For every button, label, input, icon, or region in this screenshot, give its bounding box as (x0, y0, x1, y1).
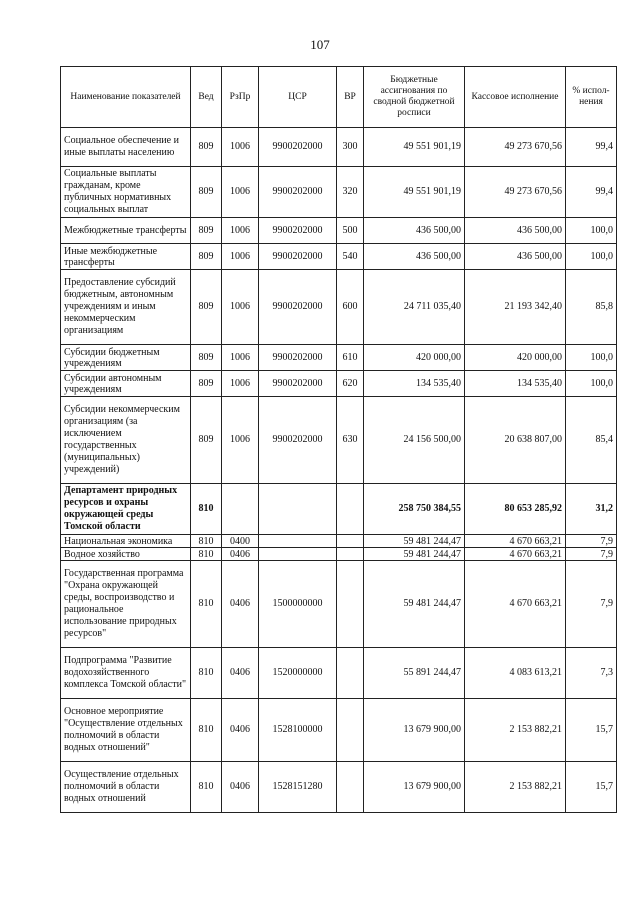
row-cash: 49 273 670,56 (465, 167, 566, 218)
row-rzpr: 0406 (222, 699, 259, 762)
row-rzpr: 1006 (222, 345, 259, 371)
row-rzpr: 1006 (222, 270, 259, 345)
row-percent: 99,4 (566, 128, 617, 167)
row-vr: 500 (337, 218, 364, 244)
row-percent: 7,9 (566, 561, 617, 648)
row-ved: 810 (191, 484, 222, 535)
row-vr: 630 (337, 397, 364, 484)
row-rzpr: 1006 (222, 244, 259, 270)
row-name: Основное мероприятие "Осуществление отдельных полномочий в области водных отношений" (61, 699, 191, 762)
row-vr (337, 699, 364, 762)
row-budget: 436 500,00 (364, 244, 465, 270)
row-budget: 59 481 244,47 (364, 548, 465, 561)
row-name: Субсидии автономным учреждениям (61, 371, 191, 397)
row-budget: 13 679 900,00 (364, 762, 465, 813)
table-row (61, 561, 617, 648)
table-row (61, 484, 617, 535)
header-name: Наименование показателей (61, 67, 191, 128)
row-name: Социальное обеспечение и иные выплаты населению (61, 128, 191, 167)
row-csr: 1520000000 (259, 648, 337, 699)
row-csr: 9900202000 (259, 128, 337, 167)
row-ved: 809 (191, 167, 222, 218)
row-name: Водное хозяйство (61, 548, 191, 561)
row-rzpr: 0400 (222, 535, 259, 548)
table-row (61, 218, 617, 244)
row-name: Государственная программа "Охрана окружающей среды, воспроизводство и рациональное использование природных ресурсов" (61, 561, 191, 648)
row-name: Межбюджетные трансферты (61, 218, 191, 244)
row-csr: 9900202000 (259, 345, 337, 371)
row-vr (337, 535, 364, 548)
row-name: Национальная экономика (61, 535, 191, 548)
row-ved: 809 (191, 244, 222, 270)
row-csr (259, 484, 337, 535)
row-cash: 21 193 342,40 (465, 270, 566, 345)
row-vr: 320 (337, 167, 364, 218)
row-ved: 809 (191, 270, 222, 345)
table-row (61, 548, 617, 561)
table-row (61, 648, 617, 699)
table-row (61, 270, 617, 345)
row-ved: 810 (191, 561, 222, 648)
row-ved: 809 (191, 371, 222, 397)
row-cash: 420 000,00 (465, 345, 566, 371)
row-rzpr: 1006 (222, 167, 259, 218)
row-cash: 2 153 882,21 (465, 762, 566, 813)
row-csr: 9900202000 (259, 167, 337, 218)
row-rzpr: 1006 (222, 218, 259, 244)
table-row (61, 762, 617, 813)
row-name: Субсидии некоммерческим организациям (за исключением государственных (муниципальных) учреждений) (61, 397, 191, 484)
row-budget: 49 551 901,19 (364, 128, 465, 167)
row-rzpr: 1006 (222, 128, 259, 167)
table-row (61, 535, 617, 548)
row-budget: 24 711 035,40 (364, 270, 465, 345)
row-name: Департамент природных ресурсов и охраны окружающей среды Томской области (61, 484, 191, 535)
row-budget: 24 156 500,00 (364, 397, 465, 484)
row-cash: 134 535,40 (465, 371, 566, 397)
row-rzpr: 0406 (222, 762, 259, 813)
row-percent: 100,0 (566, 345, 617, 371)
row-name: Иные межбюджетные трансферты (61, 244, 191, 270)
row-budget: 55 891 244,47 (364, 648, 465, 699)
row-percent: 100,0 (566, 371, 617, 397)
row-csr: 9900202000 (259, 218, 337, 244)
row-ved: 809 (191, 397, 222, 484)
row-name: Предоставление субсидий бюджетным, автономным учреждениям и иным некоммерческим организациям (61, 270, 191, 345)
row-rzpr: 0406 (222, 648, 259, 699)
row-budget: 59 481 244,47 (364, 535, 465, 548)
row-cash: 49 273 670,56 (465, 128, 566, 167)
table-row (61, 128, 617, 167)
row-percent: 15,7 (566, 762, 617, 813)
table-row (61, 167, 617, 218)
row-budget: 420 000,00 (364, 345, 465, 371)
row-csr: 1528151280 (259, 762, 337, 813)
row-vr (337, 548, 364, 561)
header-cash: Кассовое исполнение (465, 67, 566, 128)
row-percent: 85,4 (566, 397, 617, 484)
header-rzpr: РзПр (222, 67, 259, 128)
row-ved: 810 (191, 762, 222, 813)
row-cash: 436 500,00 (465, 244, 566, 270)
row-cash: 4 670 663,21 (465, 548, 566, 561)
row-percent: 15,7 (566, 699, 617, 762)
header-percent: % испол-нения (566, 67, 617, 128)
header-vr: ВР (337, 67, 364, 128)
row-rzpr: 1006 (222, 371, 259, 397)
table-row (61, 397, 617, 484)
row-vr (337, 762, 364, 813)
row-ved: 809 (191, 218, 222, 244)
row-csr: 9900202000 (259, 270, 337, 345)
row-vr: 620 (337, 371, 364, 397)
row-cash: 4 670 663,21 (465, 561, 566, 648)
row-vr: 540 (337, 244, 364, 270)
row-ved: 810 (191, 699, 222, 762)
row-ved: 809 (191, 345, 222, 371)
row-ved: 810 (191, 548, 222, 561)
row-ved: 809 (191, 128, 222, 167)
row-csr: 9900202000 (259, 244, 337, 270)
row-cash: 436 500,00 (465, 218, 566, 244)
budget-table (60, 66, 617, 813)
row-vr: 300 (337, 128, 364, 167)
row-percent: 7,9 (566, 535, 617, 548)
row-csr: 1500000000 (259, 561, 337, 648)
row-budget: 59 481 244,47 (364, 561, 465, 648)
row-percent: 7,9 (566, 548, 617, 561)
row-name: Осуществление отдельных полномочий в области водных отношений (61, 762, 191, 813)
table-row (61, 699, 617, 762)
row-rzpr: 0406 (222, 548, 259, 561)
row-name: Социальные выплаты гражданам, кроме публичных нормативных социальных выплат (61, 167, 191, 218)
page-number: 107 (310, 37, 330, 52)
row-csr (259, 548, 337, 561)
row-ved: 810 (191, 648, 222, 699)
row-percent: 100,0 (566, 218, 617, 244)
header-budget: Бюджетные ассигнования по сводной бюджетной росписи (364, 67, 465, 128)
row-name: Подпрограмма "Развитие водохозяйственного комплекса Томской области" (61, 648, 191, 699)
row-budget: 436 500,00 (364, 218, 465, 244)
row-vr (337, 648, 364, 699)
row-rzpr: 0406 (222, 561, 259, 648)
row-budget: 13 679 900,00 (364, 699, 465, 762)
table-row (61, 345, 617, 371)
row-cash: 2 153 882,21 (465, 699, 566, 762)
row-vr: 610 (337, 345, 364, 371)
row-percent: 100,0 (566, 244, 617, 270)
row-rzpr (222, 484, 259, 535)
table-row (61, 244, 617, 270)
row-name: Субсидии бюджетным учреждениям (61, 345, 191, 371)
row-vr (337, 561, 364, 648)
row-csr: 1528100000 (259, 699, 337, 762)
row-cash: 20 638 807,00 (465, 397, 566, 484)
row-percent: 85,8 (566, 270, 617, 345)
row-csr: 9900202000 (259, 397, 337, 484)
header-ved: Вед (191, 67, 222, 128)
table-header-row (61, 67, 617, 128)
row-percent: 7,3 (566, 648, 617, 699)
row-percent: 31,2 (566, 484, 617, 535)
row-cash: 80 653 285,92 (465, 484, 566, 535)
row-rzpr: 1006 (222, 397, 259, 484)
row-ved: 810 (191, 535, 222, 548)
row-cash: 4 670 663,21 (465, 535, 566, 548)
table-row (61, 371, 617, 397)
row-budget: 134 535,40 (364, 371, 465, 397)
row-budget: 258 750 384,55 (364, 484, 465, 535)
row-vr: 600 (337, 270, 364, 345)
row-cash: 4 083 613,21 (465, 648, 566, 699)
row-csr: 9900202000 (259, 371, 337, 397)
header-csr: ЦСР (259, 67, 337, 128)
row-vr (337, 484, 364, 535)
row-percent: 99,4 (566, 167, 617, 218)
row-budget: 49 551 901,19 (364, 167, 465, 218)
row-csr (259, 535, 337, 548)
